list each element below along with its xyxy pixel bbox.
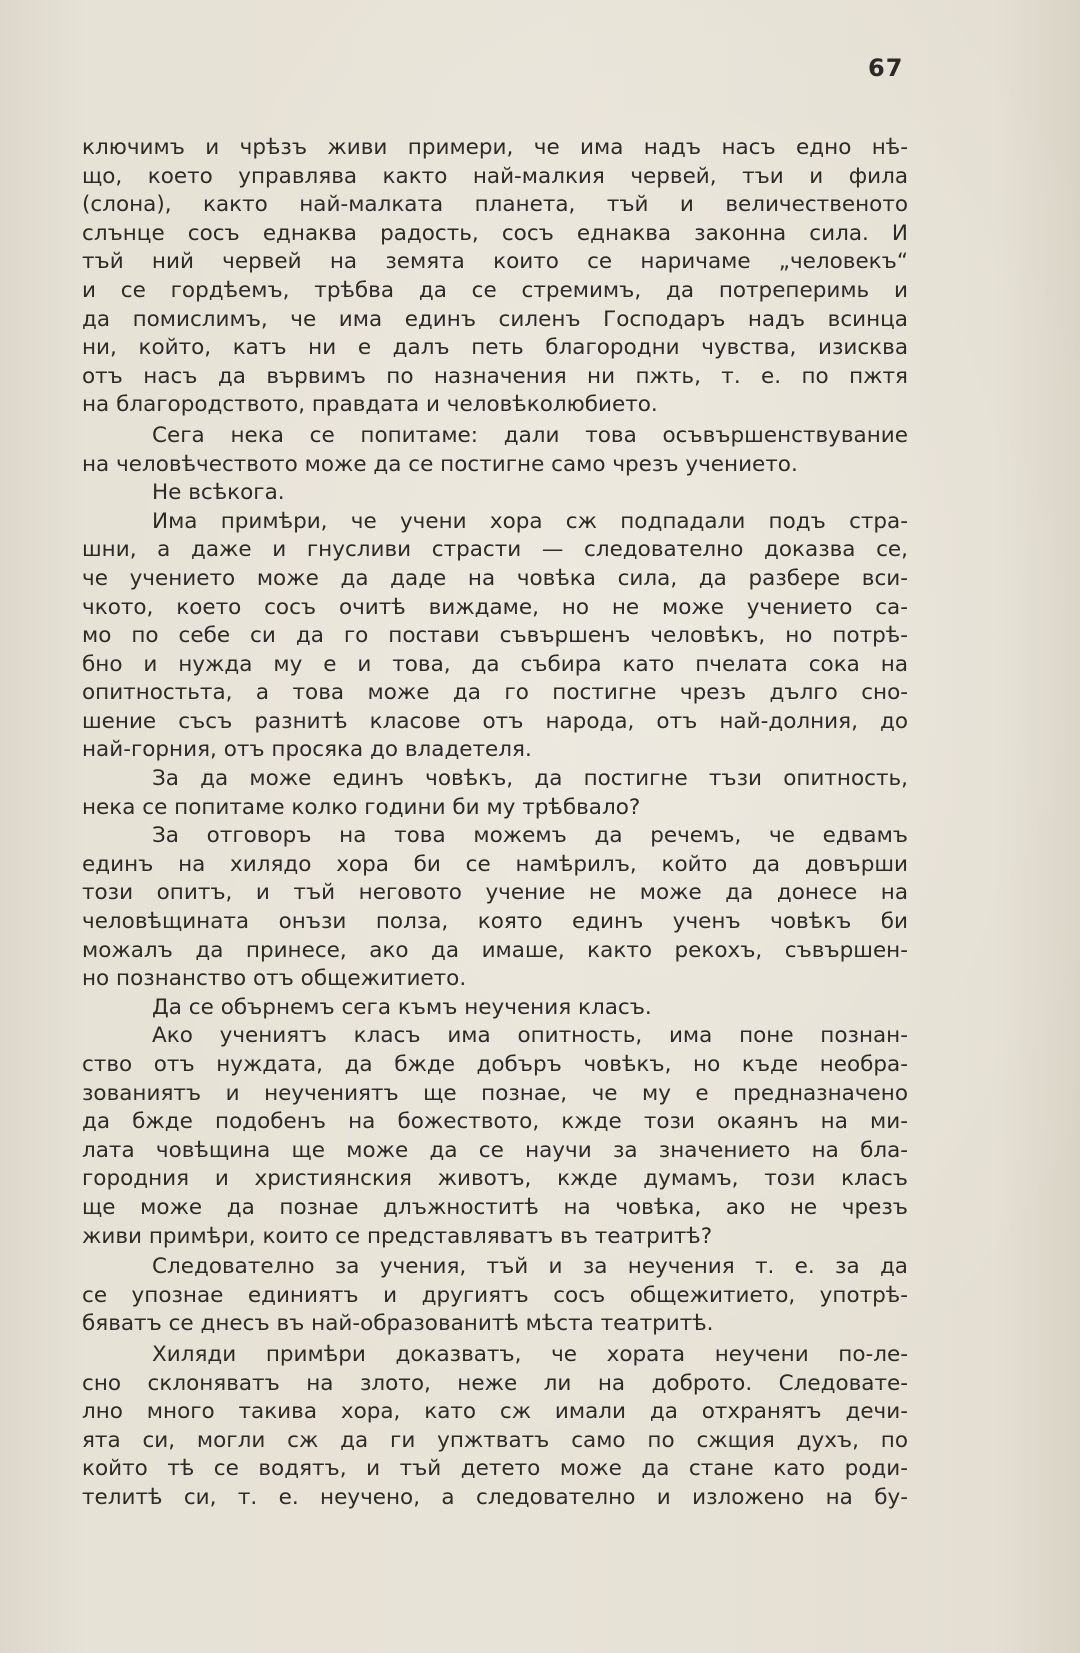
text-line: тъй ний червей на земята които се наричаме „человекъ“ [82,249,908,275]
text-line: ключимъ и чрѣзъ живи примери, че има надъ насъ едно нѣ- [82,135,908,160]
page-text [82,134,908,1513]
text-line: слънце сосъ еднаква радость, сосъ еднаква законна сила. И [82,220,908,246]
text-line: що, което управлява както най-малкия червей, тъи и фила [82,163,908,189]
text-line: но познанство отъ общежитието. [82,966,467,992]
paragraph-start-line: Да се обърнемъ сега къмъ неучения класъ. [152,994,652,1020]
text-line: городния и християнския животъ, кжде думамъ, този класъ [82,1166,908,1192]
paragraph-start-line: Хиляди примѣри доказватъ, че хората неучени по-ле- [152,1341,908,1367]
text-line: единъ на хилядо хора би се намѣрилъ, който да довърши [82,851,908,877]
text-line: отъ насъ да вървимъ по назначения ни пжть, т. е. по пжтя [82,363,908,389]
text-line: лно много такива хора, като сж имали да отхранятъ дечи- [82,1399,908,1425]
text-line: да помислимъ, че има единъ силенъ Господаръ надъ всинца [82,306,908,332]
text-line: се упознае единиятъ и другиятъ сосъ общежитието, употрѣ- [82,1282,908,1308]
text-line: человѣщината онъзи полза, която единъ ученъ човѣкъ би [82,909,908,935]
text-line: можалъ да принесе, ако да имаше, както рекохъ, съвършен- [82,937,908,963]
text-line: живи примѣри, които се представляватъ въ театритѣ? [82,1223,713,1249]
text-line: на благородството, правдата и человѣколюбието. [82,392,658,418]
paragraph-start-line: За да може единъ човѣкъ, да постигне тъзи опитность, [152,766,908,792]
paragraph-start-line: Има примѣри, че учени хора сж подпадали подъ стра- [152,508,908,534]
text-line: (слона), както най-малката планета, тъй и величественото [82,192,908,218]
paragraph-start-line: Сега нека се попитаме: дали това осъвършенствувание [152,422,908,448]
text-line: зованиятъ и неучениятъ ще познае, че му е предназначено [82,1080,908,1106]
text-line: телитѣ си, т. е. неучено, а следователно и изложено на бу- [82,1484,908,1510]
text-line: сно склоняватъ на злото, неже ли на доброто. Следовате- [82,1370,908,1396]
text-line: опитностьта, а това може да го постигне чрезъ дълго сно- [82,680,908,706]
text-line: на человѣчеството може да се постигне само чрезъ учението. [82,451,798,477]
text-line: мо по себе си да го постави съвършенъ человѣкъ, но потрѣ- [82,623,908,649]
text-line: шни, а даже и гнусливи страсти — следователно доказва се, [82,537,908,563]
text-line: и се гордѣемъ, трѣбва да се стремимъ, да потреперимь и [82,277,908,303]
paragraph-start-line: Следователно за учения, тъй и за неучения т. е. за да [152,1254,908,1280]
text-line: този опитъ, и тъй неговото учение не може да донесе на [82,880,908,906]
text-line: най-горния, отъ просяка до владетеля. [82,737,532,763]
text-line: нека се попитаме колко години би му трѣбвало? [82,794,641,820]
text-line: лата човѣщина ще може да се научи за значението на бла- [82,1137,908,1163]
text-line: ще може да познае длъжноститѣ на човѣка, ако не чрезъ [82,1194,908,1220]
text-line: бно и нужда му е и това, да събира като пчелата сока на [82,651,908,677]
text-line: чкото, което сосъ очитѣ виждаме, но не може учението са- [82,594,908,620]
text-line: бяватъ се днесъ въ най-образованитѣ мѣста театритѣ. [82,1311,714,1337]
text-line: шение съсъ разнитѣ класове отъ народа, отъ най-долния, до [82,708,908,734]
text-line: ство отъ нуждата, да бжде добъръ човѣкъ, но къде необра- [82,1052,908,1077]
paragraph-start-line: Не всѣкога. [152,480,285,506]
paragraph-start-line: Ако учениятъ класъ има опитность, има поне познан- [152,1023,908,1049]
text-line: да бжде подобенъ на божеството, кжде този окаянъ на ми- [82,1109,908,1135]
text-line: който тѣ се водятъ, и тъй детето може да стане като роди- [82,1456,908,1482]
text-line: ни, който, катъ ни е далъ петь благородни чувства, изисква [82,335,908,361]
text-line: ята си, могли сж да ги упжтватъ само по сжщия духъ, по [82,1427,908,1453]
page-number: 67 [868,54,904,82]
paragraph-start-line: За отговоръ на това можемъ да речемъ, че едвамъ [152,823,908,849]
text-line: че учението може да даде на човѣка сила, да разбере вси- [82,565,908,591]
